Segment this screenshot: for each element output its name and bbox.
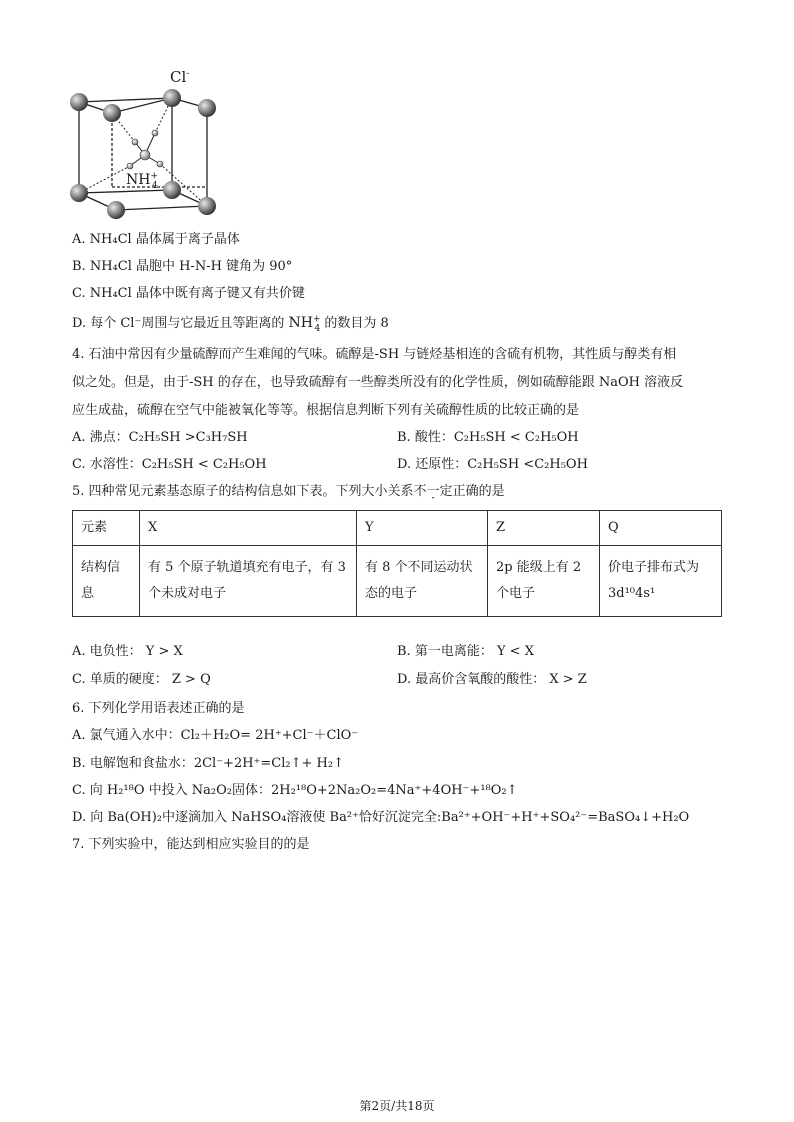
cl-ion-label: Cl- — [170, 68, 190, 86]
table-cell: 有 5 个原子轨道填充有电子，有 3 个未成对电子 — [140, 546, 357, 617]
table-header: Y — [357, 511, 488, 546]
nh4-formula: $NH^+_4$ — [288, 314, 321, 334]
table-cell: 价电子排布式为 3d¹⁰4s¹ — [600, 546, 722, 617]
table-row-label: 结构信息 — [73, 546, 140, 617]
q3-option-c: C. NH₄Cl 晶体中既有离子键又有共价键 — [72, 286, 305, 301]
q6-option-a: A. 氯气通入水中：Cl₂＋H₂O= 2H⁺+Cl⁻＋ClO⁻ — [72, 728, 359, 743]
q4-option-c: C. 水溶性：C₂H₅SH < C₂H₅OH — [72, 457, 267, 472]
table-cell: 2p 能级上有 2 个电子 — [488, 546, 600, 617]
q4-stem-line-2: 似之处。但是，由于-SH 的存在，也导致硫醇有一些醇类所没有的化学性质，例如硫醇能跟 NaOH 溶液反 — [72, 375, 684, 390]
q6-option-d: D. 向 Ba(OH)₂中逐滴加入 NaHSO₄溶液使 Ba²⁺恰好沉淀完全:Ba²⁺+OH⁻+H⁺+SO₄²⁻=BaSO₄↓+H₂O — [72, 810, 690, 825]
q6-stem: 6. 下列化学用语表述正确的是 — [72, 701, 245, 716]
emphasis-not-necessarily: 不一定 — [413, 484, 453, 499]
q7-stem: 7. 下列实验中，能达到相应实验目的的是 — [72, 837, 310, 852]
table-header: Z — [488, 511, 600, 546]
q3-option-b: B. NH₄Cl 晶胞中 H-N-H 键角为 90° — [72, 259, 293, 274]
q4-option-a: A. 沸点：C₂H₅SH >C₃H₇SH — [72, 430, 248, 445]
q4-stem-line-3: 应生成盐，硫醇在空气中能被氧化等等。根据信息判断下列有关硫醇性质的比较正确的是 — [72, 403, 580, 418]
table-header: 元素 — [73, 511, 140, 546]
element-info-table — [72, 510, 722, 617]
q4-option-b: B. 酸性：C₂H₅SH < C₂H₅OH — [397, 430, 579, 445]
q6-option-c: C. 向 H₂¹⁸O 中投入 Na₂O₂固体：2H₂¹⁸O+2Na₂O₂=4Na⁺+4OH⁻+¹⁸O₂↑ — [72, 783, 518, 798]
q5-option-b: B. 第一电离能： Y < X — [397, 644, 534, 659]
nh4cl-unit-cell-figure — [60, 60, 230, 230]
q3-option-d: D. 每个 Cl⁻周围与它最近且等距离的 $NH^+_4$ 的数目为 8 — [72, 314, 389, 334]
table-cell: 有 8 个不同运动状态的电子 — [357, 546, 488, 617]
q3-option-a: A. NH₄Cl 晶体属于离子晶体 — [72, 232, 240, 247]
q5-option-c: C. 单质的硬度： Z > Q — [72, 672, 211, 687]
q5-stem: 5. 四种常见元素基态原子的结构信息如下表。下列大小关系不一定正确的是 — [72, 484, 505, 499]
q6-option-b: B. 电解饱和食盐水：2Cl⁻+2H⁺=Cl₂↑+ H₂↑ — [72, 756, 344, 771]
q4-stem-line-1: 4. 石油中常因有少量硫醇而产生难闻的气味。硫醇是-SH 与链烃基相连的含硫有机物，其性质与醇类有相 — [72, 347, 677, 362]
q5-option-a: A. 电负性： Y > X — [72, 644, 183, 659]
page-number: 第2页/共18页 — [359, 1099, 435, 1113]
q5-option-d: D. 最高价含氧酸的酸性： X > Z — [397, 672, 587, 687]
nh4-ion-label: $NH^+_4$ — [126, 171, 159, 191]
q4-option-d: D. 还原性：C₂H₅SH <C₂H₅OH — [397, 457, 588, 472]
table-header: Q — [600, 511, 722, 546]
table-header: X — [140, 511, 357, 546]
